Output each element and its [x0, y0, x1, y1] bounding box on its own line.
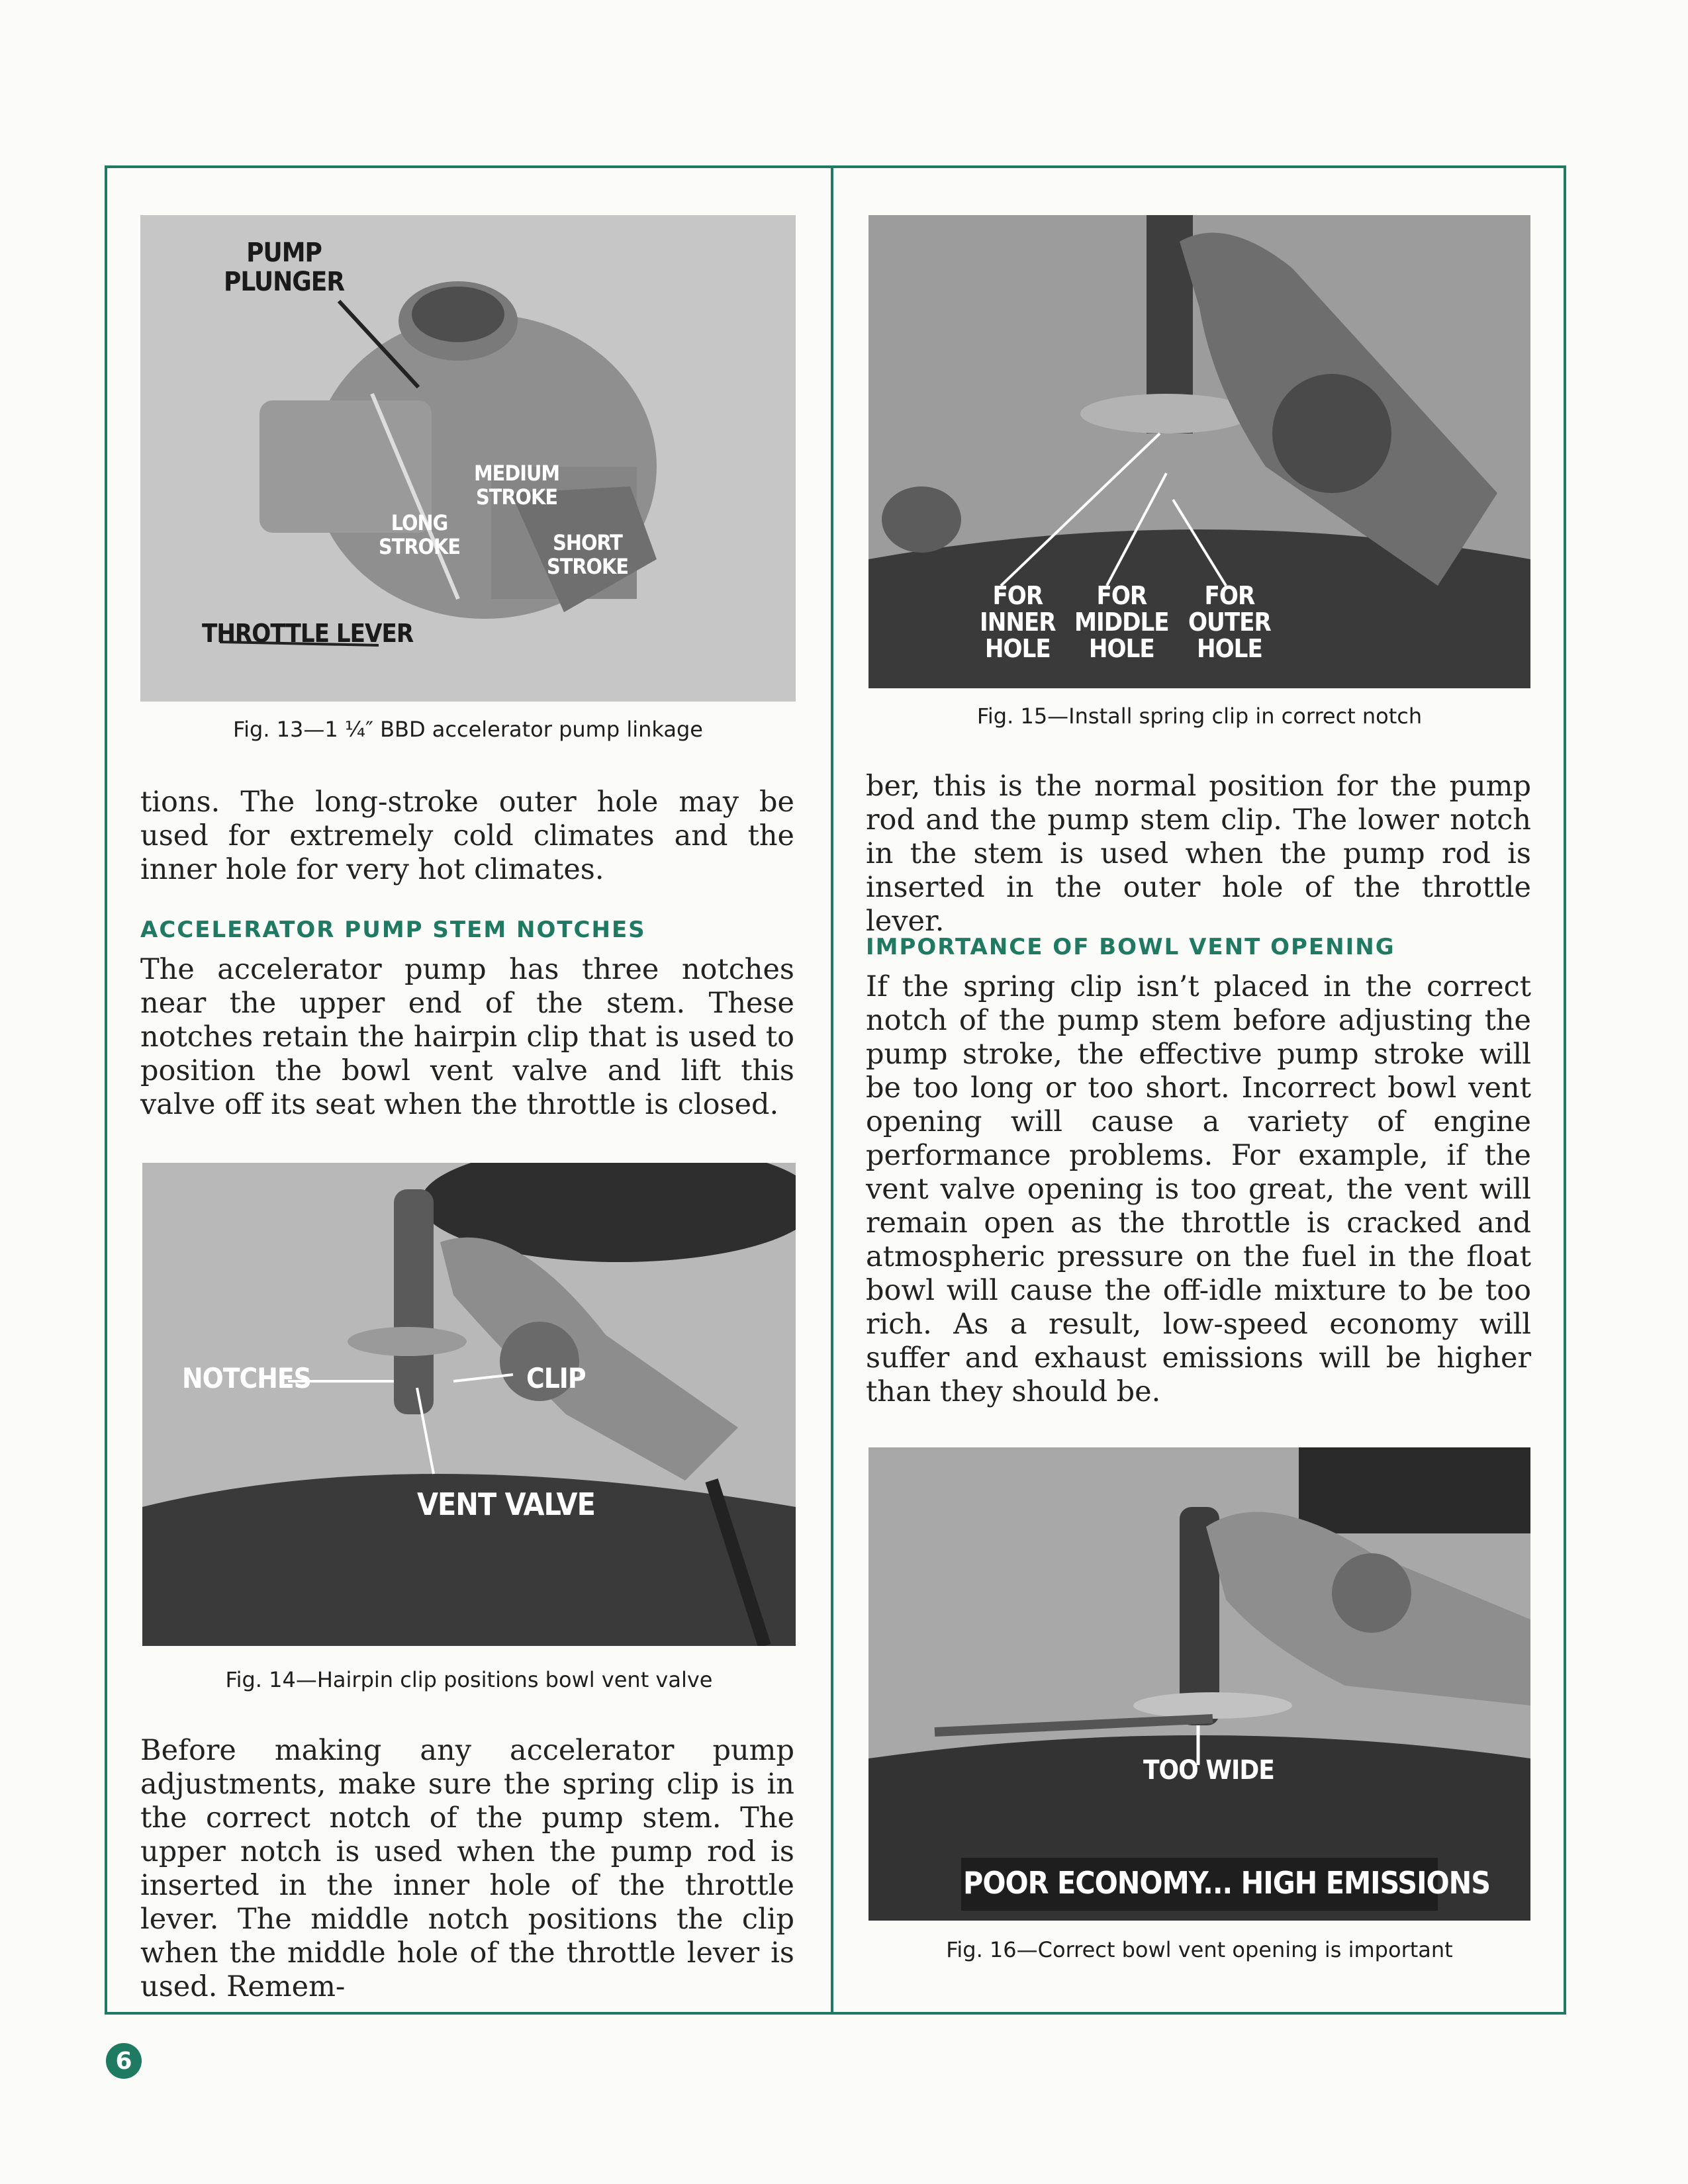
page-number: 6 [106, 2043, 142, 2079]
label-short: SHORT [553, 530, 622, 555]
fig14-photo [142, 1163, 796, 1646]
label-for-middle-hole [1074, 582, 1169, 662]
label-for-2: FOR [1096, 581, 1147, 610]
label-medium-stroke-word: STROKE [475, 484, 557, 510]
label-middle: MIDDLE [1074, 608, 1169, 637]
label-vent-valve: VENT VALVE [417, 1486, 595, 1522]
label-clip: CLIP [526, 1362, 586, 1394]
label-too-wide: TOO WIDE [1143, 1755, 1274, 1786]
label-medium-stroke [474, 461, 559, 509]
heading-bowl-vent: IMPORTANCE OF BOWL VENT OPENING [866, 934, 1395, 960]
fig16-caption: Fig. 16—Correct bowl vent opening is important [946, 1937, 1453, 1962]
fig14-caption: Fig. 14—Hairpin clip positions bowl vent valve [225, 1667, 713, 1692]
label-short-stroke [547, 531, 628, 578]
label-pump: PUMP [246, 238, 322, 268]
fig15-caption: Fig. 15—Install spring clip in correct notch [976, 704, 1423, 729]
label-hole-2: HOLE [1088, 634, 1154, 663]
left-paragraph-1: tions. The long-stroke outer hole may be used for extremely cold climates and the inner hole for very hot climates. [140, 786, 794, 886]
label-hole-1: HOLE [984, 634, 1051, 663]
label-medium: MEDIUM [474, 461, 559, 486]
label-long-stroke-word: STROKE [379, 534, 460, 559]
left-paragraph-3: Before making any accelerator pump adjustments, make sure the spring clip is in the correct notch of the pump stem. The upper notch is used when the pump rod is inserted in the inner hole of the throttle lever. The middle notch positions the clip when the middle hole of the throttle lever is used. Remem- [140, 1734, 794, 2003]
label-banner: POOR ECONOMY... HIGH EMISSIONS [963, 1865, 1491, 1901]
label-for-outer-hole [1188, 582, 1271, 662]
right-paragraph-2: If the spring clip isn’t placed in the correct notch of the pump stem before adjusting the pump stroke, the effective pump stroke will be too long or too short. Incorrect bowl vent opening will cause a variety of engine performance problems. For example, if the vent valve opening is too great, the vent will remain open as the throttle is cracked and atmospheric pressure on the fuel in the float bowl will cause the off-idle mixture to be too rich. As a result, low-speed economy will suffer and exhaust emissions will be higher than they should be. [866, 970, 1531, 1408]
label-plunger: PLUNGER [224, 267, 345, 297]
label-for-inner-hole [980, 582, 1056, 662]
label-inner: INNER [980, 608, 1056, 637]
label-long-stroke [379, 511, 460, 559]
label-throttle-lever: THROTTLE LEVER [202, 619, 414, 648]
label-long: LONG [391, 510, 448, 535]
label-outer: OUTER [1188, 608, 1271, 637]
right-paragraph-1: ber, this is the normal position for the pump rod and the pump stem clip. The lower notch in the stem is used when the pump rod is inserted in the outer hole of the throttle lever. [866, 770, 1531, 938]
fig13-caption: Fig. 13—1 ¼″ BBD accelerator pump linkage [233, 717, 703, 742]
fig16-photo [868, 1447, 1530, 1921]
label-for-1: FOR [992, 581, 1043, 610]
label-hole-3: HOLE [1197, 634, 1262, 663]
label-pump-plunger [224, 238, 344, 296]
heading-stem-notches: ACCELERATOR PUMP STEM NOTCHES [140, 917, 646, 943]
left-paragraph-2: The accelerator pump has three notches near the upper end of the stem. These notches retain the hairpin clip that is used to position the bowl vent valve and lift this valve off its seat when the throttle is closed. [140, 953, 794, 1121]
label-notches: NOTCHES [182, 1362, 311, 1394]
label-for-3: FOR [1204, 581, 1255, 610]
label-short-stroke-word: STROKE [547, 554, 628, 579]
column-divider [831, 165, 833, 2015]
